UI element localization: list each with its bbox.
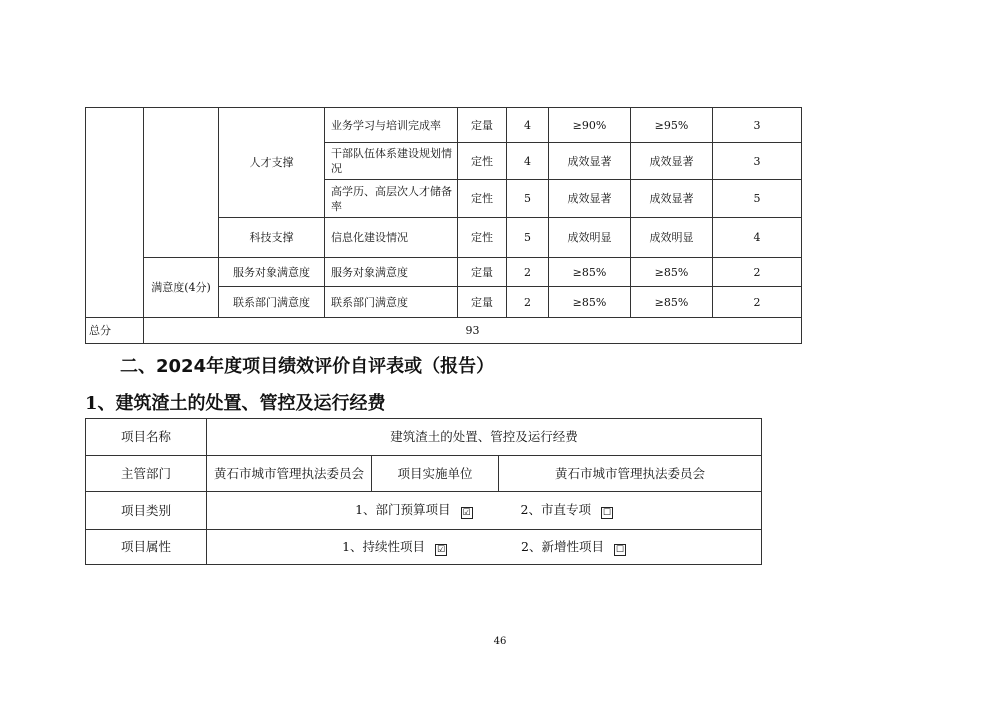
actual-cell: ≥85% — [631, 258, 713, 287]
target-cell: 成效显著 — [549, 180, 631, 218]
level1-cell-blank — [86, 108, 144, 318]
table-row — [86, 492, 762, 530]
category-option-1: 1、部门预算项目 — [355, 502, 451, 517]
unchecked-box-icon[interactable]: ☐ — [615, 544, 624, 555]
checked-box-icon[interactable]: ☑ — [436, 544, 446, 555]
project-info-table — [85, 418, 762, 565]
section-title: 二、2024年度项目绩效评价自评表或（报告） — [120, 356, 495, 377]
group-satisfaction: 满意度(4分) — [144, 258, 219, 318]
weight-cell: 5 — [507, 218, 549, 258]
target-cell: ≥85% — [549, 287, 631, 318]
actual-cell: 成效明显 — [631, 218, 713, 258]
total-label: 总分 — [86, 318, 144, 344]
indicator-cell: 服务对象满意度 — [325, 258, 458, 287]
sub-service: 服务对象满意度 — [219, 258, 325, 287]
score-cell: 2 — [713, 287, 802, 318]
category-options — [207, 492, 762, 530]
table-row — [86, 530, 762, 565]
target-cell: 成效显著 — [549, 143, 631, 180]
total-value: 93 — [144, 318, 802, 344]
page-number: 46 — [493, 636, 507, 647]
checked-box-icon[interactable]: ☑ — [462, 508, 471, 518]
weight-cell: 4 — [507, 108, 549, 143]
attr-label: 项目属性 — [86, 530, 207, 565]
table-row — [86, 419, 762, 456]
indicator-cell: 信息化建设情况 — [325, 218, 458, 258]
category-option-2: 2、市直专项 — [520, 502, 591, 517]
indicator-cell: 业务学习与培训完成率 — [325, 108, 458, 143]
score-cell: 3 — [713, 108, 802, 143]
group-tech: 科技支撑 — [219, 218, 325, 258]
total-row — [86, 318, 802, 344]
type-cell: 定性 — [458, 218, 507, 258]
weight-cell: 2 — [507, 287, 549, 318]
indicator-cell: 联系部门满意度 — [325, 287, 458, 318]
actual-cell: ≥95% — [631, 108, 713, 143]
sub-dept: 联系部门满意度 — [219, 287, 325, 318]
project-name-value: 建筑渣土的处置、管控及运行经费 — [207, 419, 762, 456]
group-talent: 人才支撑 — [219, 108, 325, 218]
dept-value: 黄石市城市管理执法委员会 — [207, 456, 372, 492]
actual-cell: 成效显著 — [631, 180, 713, 218]
unchecked-box-icon[interactable]: ☐ — [602, 508, 611, 518]
type-cell: 定量 — [458, 287, 507, 318]
target-cell: 成效明显 — [549, 218, 631, 258]
weight-cell: 5 — [507, 180, 549, 218]
attr-options — [207, 530, 762, 565]
performance-score-table — [85, 107, 802, 344]
score-cell: 4 — [713, 218, 802, 258]
type-cell: 定性 — [458, 143, 507, 180]
level2-cell-blank — [144, 108, 219, 258]
weight-cell: 2 — [507, 258, 549, 287]
project-name-label: 项目名称 — [86, 419, 207, 456]
type-cell: 定量 — [458, 108, 507, 143]
subsection-title: 1、建筑渣土的处置、管控及运行经费 — [85, 393, 386, 414]
actual-cell: 成效显著 — [631, 143, 713, 180]
dept-label: 主管部门 — [86, 456, 207, 492]
score-cell: 5 — [713, 180, 802, 218]
attr-option-1: 1、持续性项目 — [342, 538, 426, 554]
unit-label: 项目实施单位 — [372, 456, 499, 492]
table-row — [86, 108, 802, 143]
type-cell: 定量 — [458, 258, 507, 287]
type-cell: 定性 — [458, 180, 507, 218]
attr-option-2: 2、新增性项目 — [521, 538, 604, 554]
score-cell: 2 — [713, 258, 802, 287]
target-cell: ≥85% — [549, 258, 631, 287]
indicator-cell: 高学历、高层次人才储备率 — [325, 180, 458, 218]
actual-cell: ≥85% — [631, 287, 713, 318]
indicator-cell: 干部队伍体系建设规划情况 — [325, 143, 458, 180]
table-row — [86, 456, 762, 492]
score-cell: 3 — [713, 143, 802, 180]
weight-cell: 4 — [507, 143, 549, 180]
table-row — [86, 258, 802, 287]
unit-value: 黄石市城市管理执法委员会 — [499, 456, 762, 492]
category-label: 项目类别 — [86, 492, 207, 530]
target-cell: ≥90% — [549, 108, 631, 143]
